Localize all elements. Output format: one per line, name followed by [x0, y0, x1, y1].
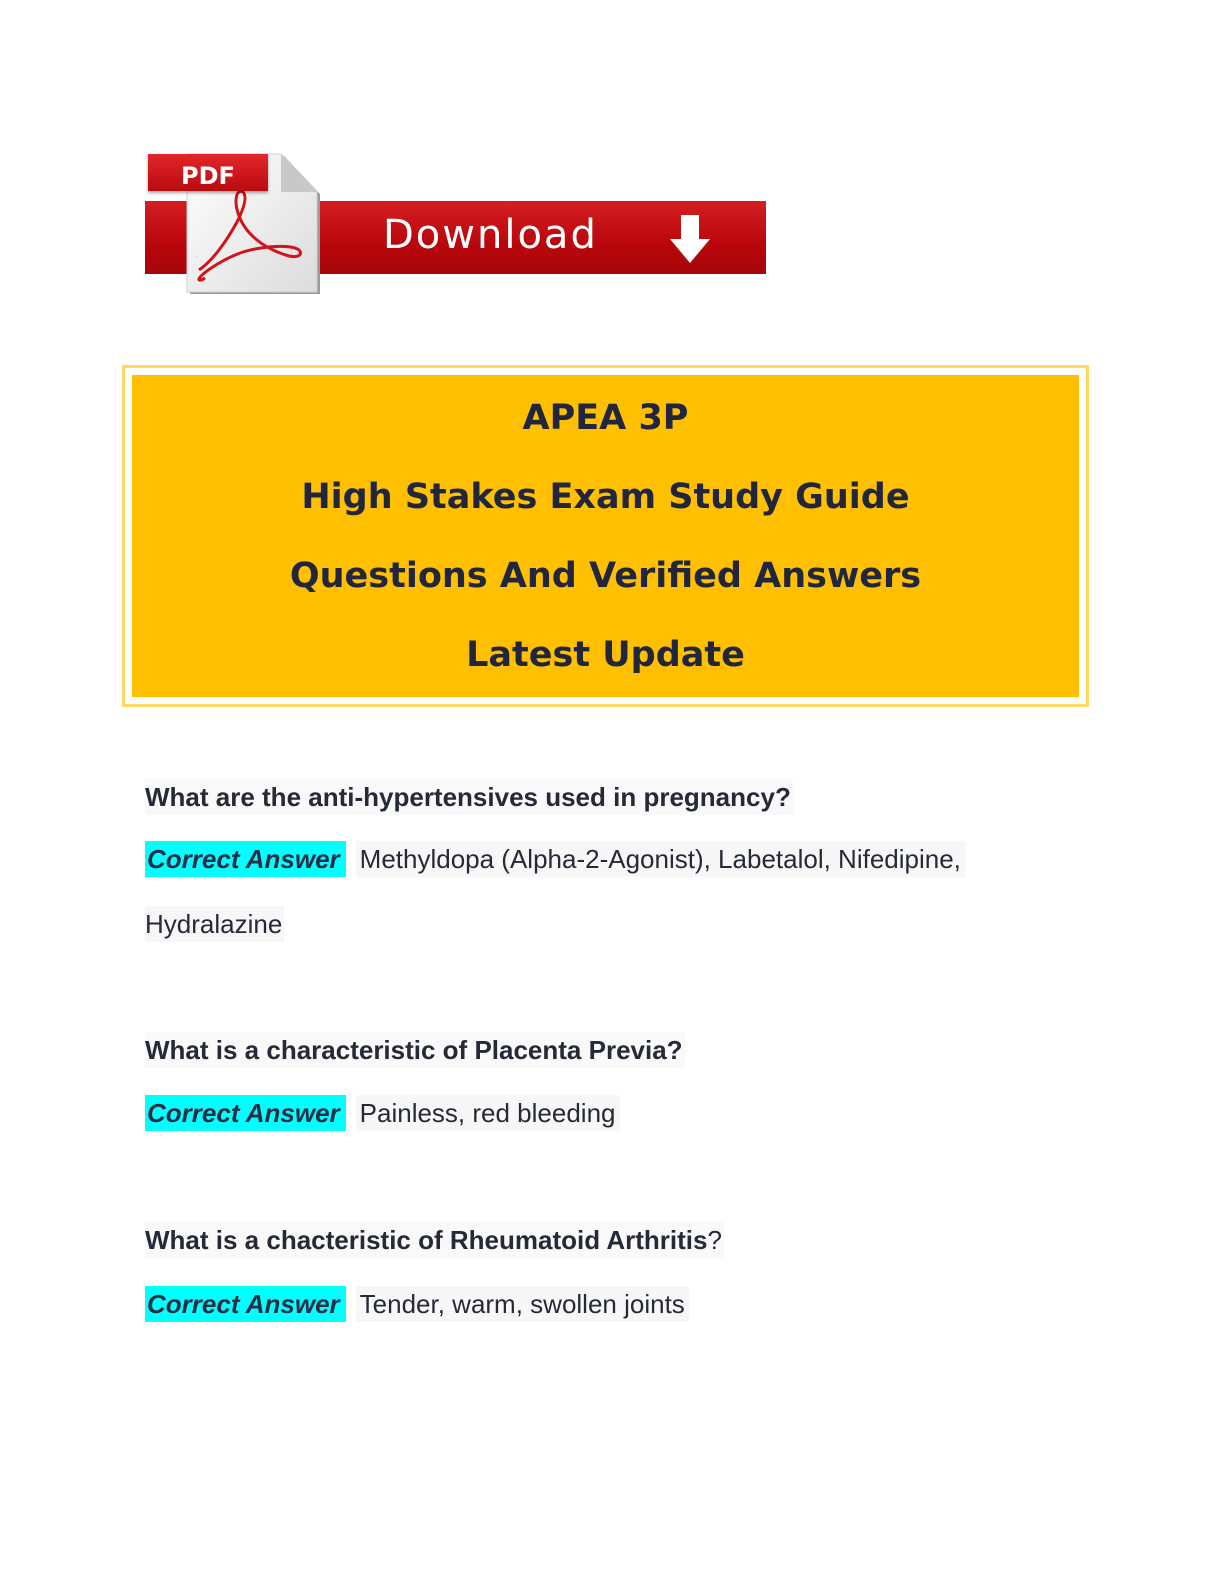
question-3	[145, 1222, 724, 1258]
answer-1-continued: Hydralazine	[145, 906, 284, 942]
title-line-4: Latest Update	[466, 635, 745, 675]
download-arrow-icon	[668, 215, 712, 265]
question-text: What are the anti-hypertensives used in pregnancy?	[145, 782, 791, 812]
answer-text: Painless, red bleeding	[356, 1095, 620, 1131]
pdf-badge-label: PDF	[181, 162, 235, 190]
title-box	[122, 365, 1089, 707]
question-2	[145, 1032, 685, 1068]
correct-answer-label: Correct Answer	[145, 841, 346, 877]
correct-answer-label: Correct Answer	[145, 1095, 346, 1131]
question-1	[145, 779, 793, 815]
answer-text: Methyldopa (Alpha-2-Agonist), Labetalol, Nifedipine,	[356, 841, 965, 877]
correct-answer-label: Correct Answer	[145, 1286, 346, 1322]
question-tail: ?	[707, 1225, 722, 1255]
download-label: Download	[383, 212, 598, 258]
title-line-2: High Stakes Exam Study Guide	[301, 477, 910, 517]
answer-1	[145, 841, 965, 879]
answer-text: Tender, warm, swollen joints	[356, 1286, 689, 1322]
question-text: What is a characteristic of Placenta Previa?	[145, 1035, 683, 1065]
pdf-download-banner[interactable]	[145, 148, 767, 293]
answer-2	[145, 1095, 620, 1133]
title-box-fill	[132, 375, 1079, 697]
question-text: What is a chacteristic of Rheumatoid Arthritis	[145, 1225, 708, 1255]
pdf-badge	[148, 154, 268, 191]
title-line-1: APEA 3P	[522, 398, 689, 438]
title-line-3: Questions And Verified Answers	[289, 556, 922, 596]
answer-3	[145, 1286, 689, 1324]
